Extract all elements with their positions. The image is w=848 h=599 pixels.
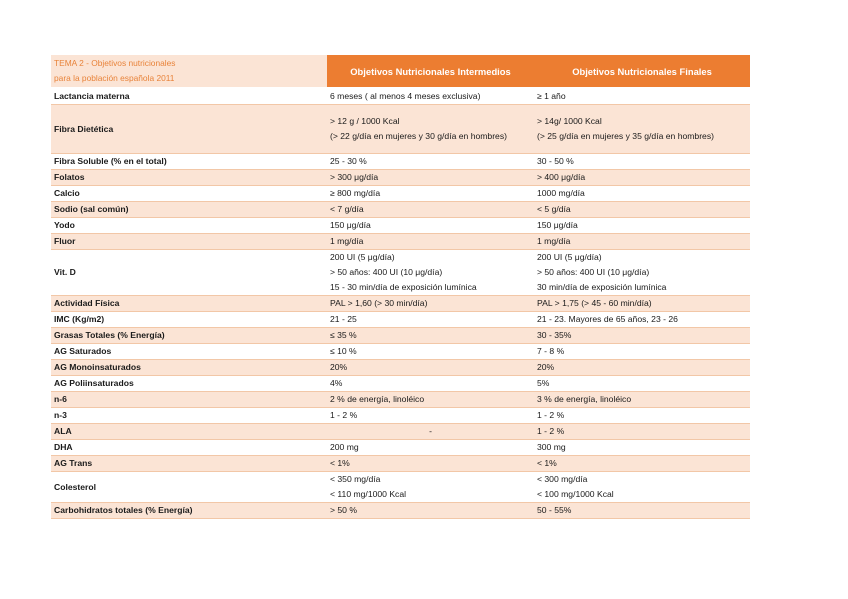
value-final: 1000 mg/día bbox=[534, 186, 750, 202]
value-final: 3 % de energía, linoléico bbox=[534, 392, 750, 408]
value-intermedio: 2 % de energía, linoléico bbox=[327, 392, 534, 408]
value-final: 30 - 35% bbox=[534, 328, 750, 344]
table-row bbox=[51, 408, 750, 424]
value-final: PAL > 1,75 (> 45 - 60 min/día) bbox=[534, 296, 750, 312]
value-final: < 1% bbox=[534, 456, 750, 472]
value-intermedio: 200 mg bbox=[327, 440, 534, 456]
table-row bbox=[51, 250, 750, 296]
value-line: 15 - 30 min/día de exposición lumínica bbox=[330, 282, 477, 292]
value-intermedio: 1 mg/día bbox=[327, 234, 534, 250]
table-row bbox=[51, 376, 750, 392]
row-sublabel: ALA bbox=[51, 424, 327, 440]
value-line: < 350 mg/día bbox=[330, 474, 381, 484]
row-label: Calcio bbox=[51, 186, 327, 202]
value-final: 1 - 2 % bbox=[534, 424, 750, 440]
table-row bbox=[51, 186, 750, 202]
value-line: 200 UI (5 μg/día) bbox=[537, 252, 602, 262]
row-label: Fibra Dietética bbox=[51, 105, 327, 154]
value-line: > 50 años: 400 UI (10 μg/día) bbox=[537, 267, 650, 277]
row-sublabel: n-3 bbox=[51, 408, 327, 424]
value-intermedio: 4% bbox=[327, 376, 534, 392]
table-row bbox=[51, 202, 750, 218]
value-intermedio: > 50 % bbox=[327, 503, 534, 519]
row-label: Grasas Totales (% Energía) bbox=[51, 328, 327, 344]
value-intermedio: ≤ 35 % bbox=[327, 328, 534, 344]
value-final: 30 - 50 % bbox=[534, 154, 750, 170]
value-final bbox=[534, 105, 750, 154]
table-row bbox=[51, 503, 750, 519]
value-final: 1 mg/día bbox=[534, 234, 750, 250]
row-label: Yodo bbox=[51, 218, 327, 234]
value-intermedio: 150 μg/día bbox=[327, 218, 534, 234]
value-intermedio: 25 - 30 % bbox=[327, 154, 534, 170]
table-title-line-1: TEMA 2 - Objetivos nutricionales bbox=[54, 58, 176, 68]
value-intermedio: ≤ 10 % bbox=[327, 344, 534, 360]
row-sublabel: n-6 bbox=[51, 392, 327, 408]
value-line: > 50 años: 400 UI (10 μg/día) bbox=[330, 267, 443, 277]
table-row bbox=[51, 392, 750, 408]
row-sublabel: DHA bbox=[51, 440, 327, 456]
row-label: Vit. D bbox=[51, 250, 327, 296]
table-row bbox=[51, 218, 750, 234]
value-intermedio: - bbox=[327, 424, 534, 440]
table-title-line-2: para la población española 2011 bbox=[54, 73, 175, 83]
value-line: 30 min/día de exposición lumínica bbox=[537, 282, 667, 292]
row-label: Lactancia materna bbox=[51, 88, 327, 105]
table-row bbox=[51, 88, 750, 105]
nutrition-objectives-table bbox=[51, 55, 750, 519]
table-row bbox=[51, 456, 750, 472]
row-sublabel: AG Saturados bbox=[51, 344, 327, 360]
table-title bbox=[51, 55, 327, 88]
value-intermedio: 20% bbox=[327, 360, 534, 376]
table-row bbox=[51, 360, 750, 376]
value-line: > 14g/ 1000 Kcal bbox=[537, 116, 602, 126]
row-label: Carbohidratos totales (% Energía) bbox=[51, 503, 327, 519]
row-sublabel: AG Poliinsaturados bbox=[51, 376, 327, 392]
value-intermedio: 1 - 2 % bbox=[327, 408, 534, 424]
value-final: 21 - 23. Mayores de 65 años, 23 - 26 bbox=[534, 312, 750, 328]
value-line: < 300 mg/día bbox=[537, 474, 588, 484]
row-label: Fibra Soluble (% en el total) bbox=[51, 154, 327, 170]
table-row bbox=[51, 440, 750, 456]
value-final: 50 - 55% bbox=[534, 503, 750, 519]
value-final: 300 mg bbox=[534, 440, 750, 456]
row-label: Actividad Física bbox=[51, 296, 327, 312]
table-row bbox=[51, 105, 750, 154]
table-row bbox=[51, 328, 750, 344]
value-intermedio: PAL > 1,60 (> 30 min/día) bbox=[327, 296, 534, 312]
value-final: > 400 μg/día bbox=[534, 170, 750, 186]
value-final bbox=[534, 472, 750, 503]
value-intermedio bbox=[327, 472, 534, 503]
value-line: 200 UI (5 μg/día) bbox=[330, 252, 395, 262]
row-sublabel: AG Trans bbox=[51, 456, 327, 472]
value-final: ≥ 1 año bbox=[534, 88, 750, 105]
column-header-intermedios: Objetivos Nutricionales Intermedios bbox=[327, 55, 534, 88]
value-line: < 100 mg/1000 Kcal bbox=[537, 489, 614, 499]
value-intermedio bbox=[327, 250, 534, 296]
table-row bbox=[51, 154, 750, 170]
value-intermedio: < 1% bbox=[327, 456, 534, 472]
value-intermedio: > 300 μg/día bbox=[327, 170, 534, 186]
value-final: 5% bbox=[534, 376, 750, 392]
value-intermedio bbox=[327, 105, 534, 154]
value-final bbox=[534, 250, 750, 296]
value-intermedio: 21 - 25 bbox=[327, 312, 534, 328]
table-row bbox=[51, 344, 750, 360]
value-final: 1 - 2 % bbox=[534, 408, 750, 424]
column-header-finales: Objetivos Nutricionales Finales bbox=[534, 55, 750, 88]
row-label: Colesterol bbox=[51, 472, 327, 503]
value-final: 20% bbox=[534, 360, 750, 376]
value-intermedio: ≥ 800 mg/día bbox=[327, 186, 534, 202]
table-header-row bbox=[51, 55, 750, 88]
table-row bbox=[51, 424, 750, 440]
table-row bbox=[51, 312, 750, 328]
value-final: 150 μg/día bbox=[534, 218, 750, 234]
row-label: Folatos bbox=[51, 170, 327, 186]
table-row bbox=[51, 170, 750, 186]
value-final: < 5 g/día bbox=[534, 202, 750, 218]
row-label: IMC (Kg/m2) bbox=[51, 312, 327, 328]
value-line: (> 25 g/día en mujeres y 35 g/día en hombres) bbox=[537, 131, 714, 141]
value-line: (> 22 g/día en mujeres y 30 g/día en hombres) bbox=[330, 131, 507, 141]
value-intermedio: < 7 g/día bbox=[327, 202, 534, 218]
value-intermedio: 6 meses ( al menos 4 meses exclusiva) bbox=[327, 88, 534, 105]
table-row bbox=[51, 296, 750, 312]
row-sublabel: AG Monoinsaturados bbox=[51, 360, 327, 376]
value-final: 7 - 8 % bbox=[534, 344, 750, 360]
row-label: Sodio (sal común) bbox=[51, 202, 327, 218]
value-line: > 12 g / 1000 Kcal bbox=[330, 116, 400, 126]
table-row bbox=[51, 472, 750, 503]
value-line: < 110 mg/1000 Kcal bbox=[330, 489, 407, 499]
table-row bbox=[51, 234, 750, 250]
row-label: Fluor bbox=[51, 234, 327, 250]
